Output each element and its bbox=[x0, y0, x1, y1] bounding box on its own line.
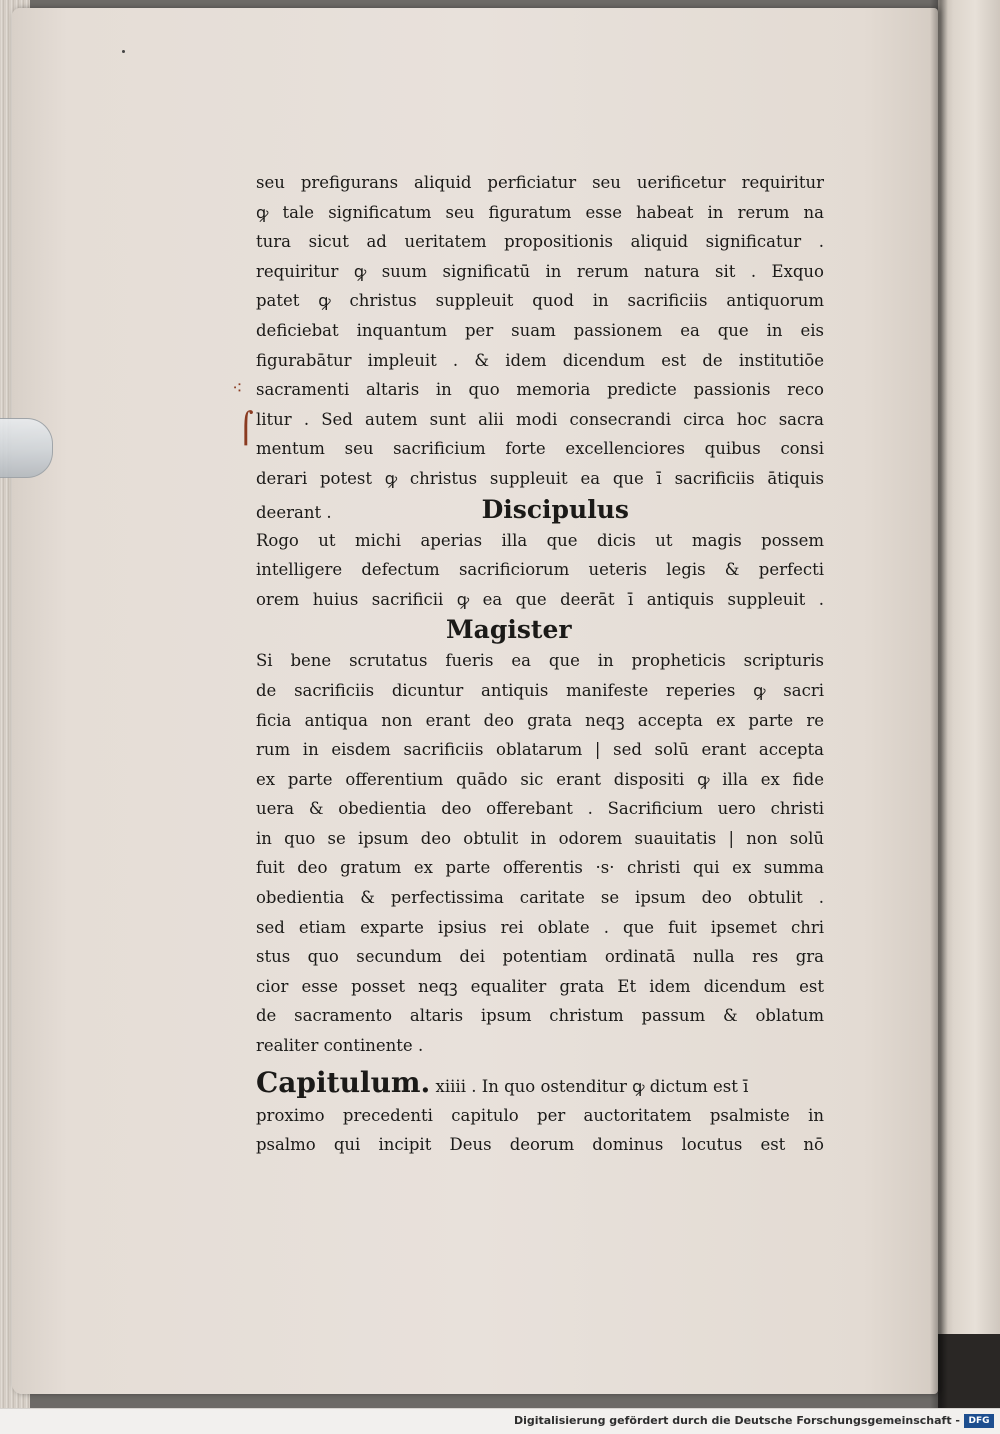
dfg-logo-icon: DFG bbox=[964, 1414, 994, 1428]
text-line: patet ꝙ christus suppleuit quod in sacrificiis antiquorum bbox=[256, 291, 824, 311]
page-text-block bbox=[256, 168, 824, 1160]
text-line: deficiebat inquantum per suam passionem ea que in eis bbox=[256, 320, 824, 340]
text-line: obedientia & perfectissima caritate se ipsum deo obtulit . bbox=[256, 888, 824, 908]
text-line: derari potest ꝙ christus suppleuit ea que ī sacrificiis ātiquis bbox=[256, 468, 824, 488]
text-line: tura sicut ad ueritatem propositionis aliquid significatur . bbox=[256, 232, 824, 252]
page-speck bbox=[122, 50, 125, 53]
text-line-end: deerant . bbox=[256, 502, 332, 522]
text-line: realiter continente . bbox=[256, 1036, 424, 1056]
gutter-shadow bbox=[930, 0, 948, 1408]
text-line: de sacrificiis dicuntur antiquis manifeste reperies ꝙ sacri bbox=[256, 680, 824, 700]
chapter-heading-line bbox=[256, 1065, 824, 1101]
chapter-heading-word: Capitulum. bbox=[256, 1065, 431, 1099]
text-line: ꝙ tale significatum seu figuratum esse habeat in rerum na bbox=[256, 202, 824, 222]
text-line: litur . Sed autem sunt alii modi consecrandi circa hoc sacra bbox=[256, 409, 824, 429]
text-line: requiritur ꝙ suum significatū in rerum natura sit . Exquo bbox=[256, 261, 824, 281]
text-line: fuit deo gratum ex parte offerentis ·s· christi qui ex summa bbox=[256, 858, 824, 878]
text-line: ficia antiqua non erant deo grata neqꝫ accepta ex parte re bbox=[256, 710, 824, 730]
text-line: uera & obedientia deo offerebant . Sacrificium uero christi bbox=[256, 799, 824, 819]
text-line: rum in eisdem sacrificiis oblatarum | sed solū erant accepta bbox=[256, 740, 824, 760]
text-line: intelligere defectum sacrificiorum ueteris legis & perfecti bbox=[256, 560, 824, 580]
text-line: seu prefigurans aliquid perficiatur seu uerificetur requiritur bbox=[256, 173, 824, 192]
chapter-heading-rest: xiiii . In quo ostenditur ꝙ dictum est ī bbox=[430, 1076, 749, 1096]
text-line: figurabātur impleuit . & idem dicendum est de institutiōe bbox=[256, 350, 824, 370]
text-line: ex parte offerentium quādo sic erant dispositi ꝙ illa ex fide bbox=[256, 769, 824, 789]
text-line: sed etiam exparte ipsius rei oblate . que fuit ipsemet chri bbox=[256, 917, 824, 937]
text-line: orem huius sacrificii ꝙ ea que deerāt ī antiquis suppleuit . bbox=[256, 589, 824, 609]
text-line: mentum seu sacrificium forte excellenciores quibus consi bbox=[256, 439, 824, 459]
text-line: psalmo qui incipit Deus deorum dominus locutus est nō bbox=[256, 1135, 824, 1155]
text-line: de sacramento altaris ipsum christum passum & oblatum bbox=[256, 1006, 824, 1026]
footer-bar bbox=[0, 1408, 1000, 1434]
text-line: proximo precedenti capitulo per auctoritatem psalmiste in bbox=[256, 1105, 824, 1125]
footer-credit: Digitalisierung gefördert durch die Deutsche Forschungsgemeinschaft - bbox=[513, 1414, 960, 1427]
text-line: cior esse posset neqꝫ equaliter grata Et idem dicendum est bbox=[256, 976, 824, 996]
margin-annotation-stroke: ⌠ bbox=[238, 411, 254, 446]
heading-magister: Magister bbox=[446, 615, 572, 645]
text-line: Rogo ut michi aperias illa que dicis ut magis possem bbox=[256, 530, 824, 550]
page-clip bbox=[0, 418, 53, 478]
text-line: in quo se ipsum deo obtulit in odorem suauitatis | non solū bbox=[256, 828, 824, 848]
text-line: stus quo secundum dei potentiam ordinatā nulla res gra bbox=[256, 947, 824, 967]
heading-discipulus-row bbox=[256, 494, 824, 526]
margin-annotation-mark: ⁖ bbox=[232, 378, 243, 399]
text-line: Si bene scrutatus fueris ea que in propheticis scripturis bbox=[256, 651, 824, 671]
text-line: sacramenti altaris in quo memoria predicte passionis reco bbox=[256, 380, 824, 400]
heading-discipulus: Discipulus bbox=[481, 494, 629, 524]
